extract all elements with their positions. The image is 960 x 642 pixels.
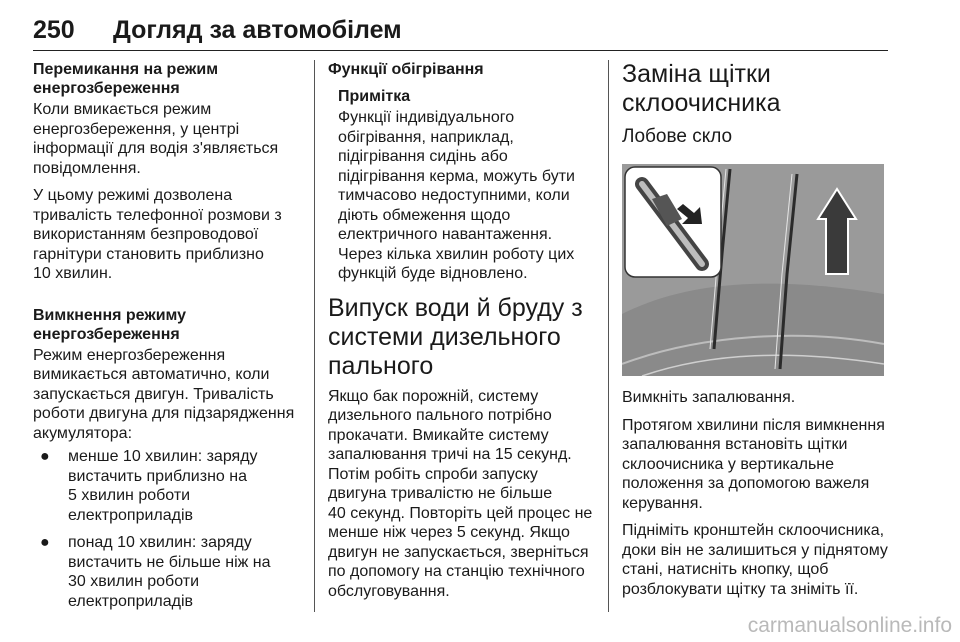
section-heading-wiper-replace: Заміна щітки склоочисника [622,60,781,117]
column-1 [33,60,301,619]
bullet-icon: ● [40,448,50,465]
page-title: Догляд за автомобілем [113,16,402,44]
paragraph: Коли вмикається режим енергозбереження, у центрі інформації для водія з'являється повідомлення. [33,101,279,177]
paragraph: Якщо бак порожній, систему дизельного пального потрібно прокачати. Вмикайте систему запалювання тричі на 15 секунд. Потім робіть спроби запуску двигуна тривалістю не більше 40 секунд. Повторіть цей процес не менше ніж через 5 секунд. Якщо двигун не запускається, зверніться по допомогу на станцію технічного обслуговування. [328,387,593,600]
section-heading-heating: Функції обігрівання [328,61,484,78]
paragraph: У цьому режимі дозволена тривалість телефонної розмови з використанням безпроводової гарнітури становить приблизно 10 хвилин. [33,187,282,282]
note-text: Функції індивідуального обігрівання, наприклад, підігрівання сидінь або підігрівання керма, можуть бути тимчасово недоступними, коли діють обмеження щодо електричного навантаження. Через кілька хвилин роботу цих функцій буде відновлено. [338,109,575,282]
section-heading-energy-saving-on: Перемикання на режим енергозбереження [33,61,219,97]
page-number: 250 [33,16,75,44]
paragraph: Протягом хвилини після вимкнення запалювання встановіть щітки склоочисника у вертикальне положення за допомогою важеля керування. [622,416,885,512]
note-title: Примітка [338,88,411,105]
paragraph: Підніміть кронштейн склоочисника, доки він не залишиться у піднятому стані, натисніть кнопку, щоб розблокувати щітку та зніміть її. [622,522,888,598]
subsection-heading-windshield: Лобове скло [622,126,733,147]
column-3 [622,60,892,607]
note-block [328,87,596,284]
section-heading-energy-saving-off: Вимкнення режиму енергозбереження [33,306,187,343]
page-header [33,14,888,51]
column-divider [608,60,609,612]
paragraph: Вимкніть запалювання. [622,389,796,406]
list-item: ● менше 10 хвилин: заряду вистачить приблизно на 5 хвилин роботи електроприладів [40,448,258,524]
bullet-icon: ● [40,534,50,551]
section-heading-diesel-drain: Випуск води й бруду з системи дизельного пального [328,293,583,380]
wiper-illustration-image [622,164,884,376]
column-2 [328,60,596,609]
watermark: carmanualsonline.info [747,614,952,637]
list-item: ● понад 10 хвилин: заряду вистачить не більше ніж на 30 хвилин роботи електроприладів [40,534,271,610]
wiper-illustration [622,164,884,376]
column-divider [314,60,315,612]
paragraph: Режим енергозбереження вимикається автоматично, коли запускається двигун. Тривалість роботи двигуна для підзарядження акумулятора: [33,346,295,442]
